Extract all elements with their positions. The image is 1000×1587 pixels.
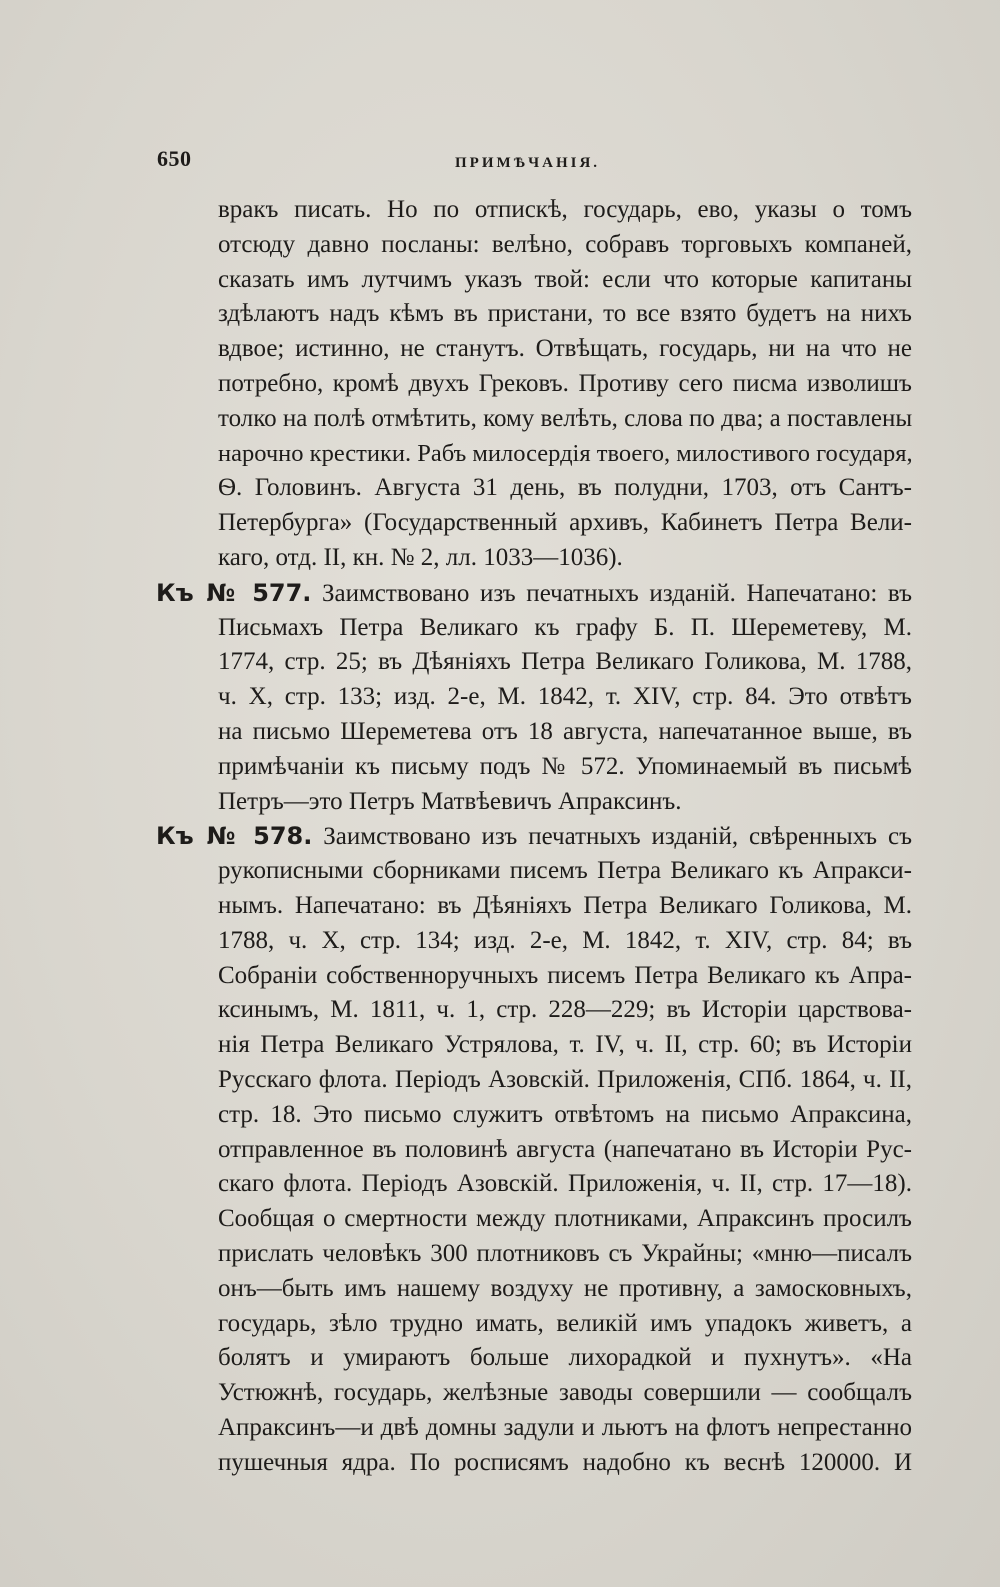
text-line: вдвое; истинно, не станутъ. Отвѣщать, государь, ни на что не <box>218 335 912 363</box>
text-line: Русскаго флота. Періодъ Азовскій. Приложенія, СПб. 1864, ч. II, <box>218 1065 912 1093</box>
text-line: онъ—быть имъ нашему воздуху не противну, а замосковныхъ, <box>218 1274 912 1302</box>
text-line: Письмахъ Петра Великаго къ графу Б. П. Шереметеву, М. <box>218 613 912 641</box>
text-line: вракъ писать. Но по отпискѣ, государь, ево, указы о томъ <box>218 196 912 223</box>
text-line: отсюду давно посланы: велѣно, собравъ торговыхъ компаней, <box>218 230 912 258</box>
note-label: Къ № 578. <box>156 822 313 851</box>
text-line: Устюжнѣ, государь, желѣзные заводы совершили — сообщалъ <box>218 1379 912 1407</box>
continued-paragraph <box>156 193 912 576</box>
text-line: Собраніи собственноручныхъ писемъ Петра Великаго къ Апра- <box>218 961 912 989</box>
note-first-text: Заимствовано изъ печатныхъ изданій, свѣренныхъ съ <box>312 823 912 851</box>
note-label: Къ № 577. <box>156 578 312 607</box>
note-first-text: Заимствовано изъ печатныхъ изданій. Напечатано: въ <box>311 579 912 607</box>
text-line: ксинымъ, М. 1811, ч. 1, стр. 228—229; въ Исторіи царствова- <box>218 996 912 1024</box>
text-line: прислать человѣкъ 300 плотниковъ съ Украйны; «мню—писалъ <box>218 1239 912 1267</box>
text-line: потребно, кромѣ двухъ Грековъ. Противу сего писма изволишъ <box>218 369 912 397</box>
text-line: Петръ—это Петръ Матвѣевичъ Апраксинъ. <box>218 787 682 815</box>
text-line: 1788, ч. X, стр. 134; изд. 2-е, М. 1842, т. XIV, стр. 84; въ <box>218 926 912 954</box>
text-line: каго, отд. II, кн. № 2, лл. 1033—1036). <box>218 543 623 571</box>
text-line: отправленное въ половинѣ августа (напечатано въ Исторіи Рус- <box>218 1135 912 1163</box>
running-title: ПРИМѢЧАНІЯ. <box>455 155 601 171</box>
text-line: скаго флота. Періодъ Азовскій. Приложенія, ч. II, стр. 17—18). <box>218 1170 912 1198</box>
note-first-line <box>156 819 912 854</box>
text-line: толко на полѣ отмѣтить, кому велѣть, слова по два; а поставлены <box>218 404 913 432</box>
text-line: болятъ и умираютъ больше лихорадкой и пухнутъ». «На <box>218 1344 912 1372</box>
text-line: на письмо Шереметева отъ 18 августа, напечатанное выше, въ <box>218 717 912 745</box>
text-line: Апраксинъ—и двѣ домны задули и льютъ на флотъ непрестанно <box>218 1413 912 1441</box>
page-number: 650 <box>157 146 192 171</box>
text-line: стр. 18. Это письмо служитъ отвѣтомъ на письмо Апраксина, <box>218 1100 912 1128</box>
text-line: рукописными сборниками писемъ Петра Великаго къ Апракси- <box>218 857 912 885</box>
text-line: ч. X, стр. 133; изд. 2-е, М. 1842, т. XIV, стр. 84. Это отвѣтъ <box>218 683 912 711</box>
text-line: Сообщая о смертности между плотниками, Апраксинъ просилъ <box>218 1205 912 1233</box>
text-line: 1774, стр. 25; въ Дѣяніяхъ Петра Великаго Голикова, М. 1788, <box>218 648 912 676</box>
text-line: нарочно крестики. Рабъ милосердія твоего, милостивого государя, <box>218 439 913 467</box>
text-line: примѣчаніи къ письму подъ № 572. Упоминаемый въ письмѣ <box>218 752 912 780</box>
note-577 <box>156 576 912 820</box>
note-578 <box>156 819 912 1480</box>
text-line: Петербурга» (Государственный архивъ, Кабинетъ Петра Вели- <box>218 509 912 537</box>
text-line: нымъ. Напечатано: въ Дѣяніяхъ Петра Великаго Голикова, М. <box>218 891 912 919</box>
text-line: Ѳ. Головинъ. Августа 31 день, въ полудни, 1703, отъ Сантъ- <box>218 474 912 502</box>
text-line: здѣлаютъ надъ кѣмъ въ пристани, то все взято будетъ на нихъ <box>218 300 912 328</box>
text-line: сказать имъ лутчимъ указъ твой: если что которые капитаны <box>218 265 912 293</box>
text-line: пушечныя ядра. По росписямъ надобно къ веснѣ 120000. И <box>218 1448 912 1476</box>
text-line: нія Петра Великаго Устрялова, т. IV, ч. II, стр. 60; въ Исторіи <box>218 1031 912 1059</box>
body-text <box>156 193 912 1480</box>
text-line: государь, зѣло трудно имать, великій имъ упадокъ живетъ, а <box>218 1309 912 1337</box>
note-first-line <box>156 576 912 611</box>
